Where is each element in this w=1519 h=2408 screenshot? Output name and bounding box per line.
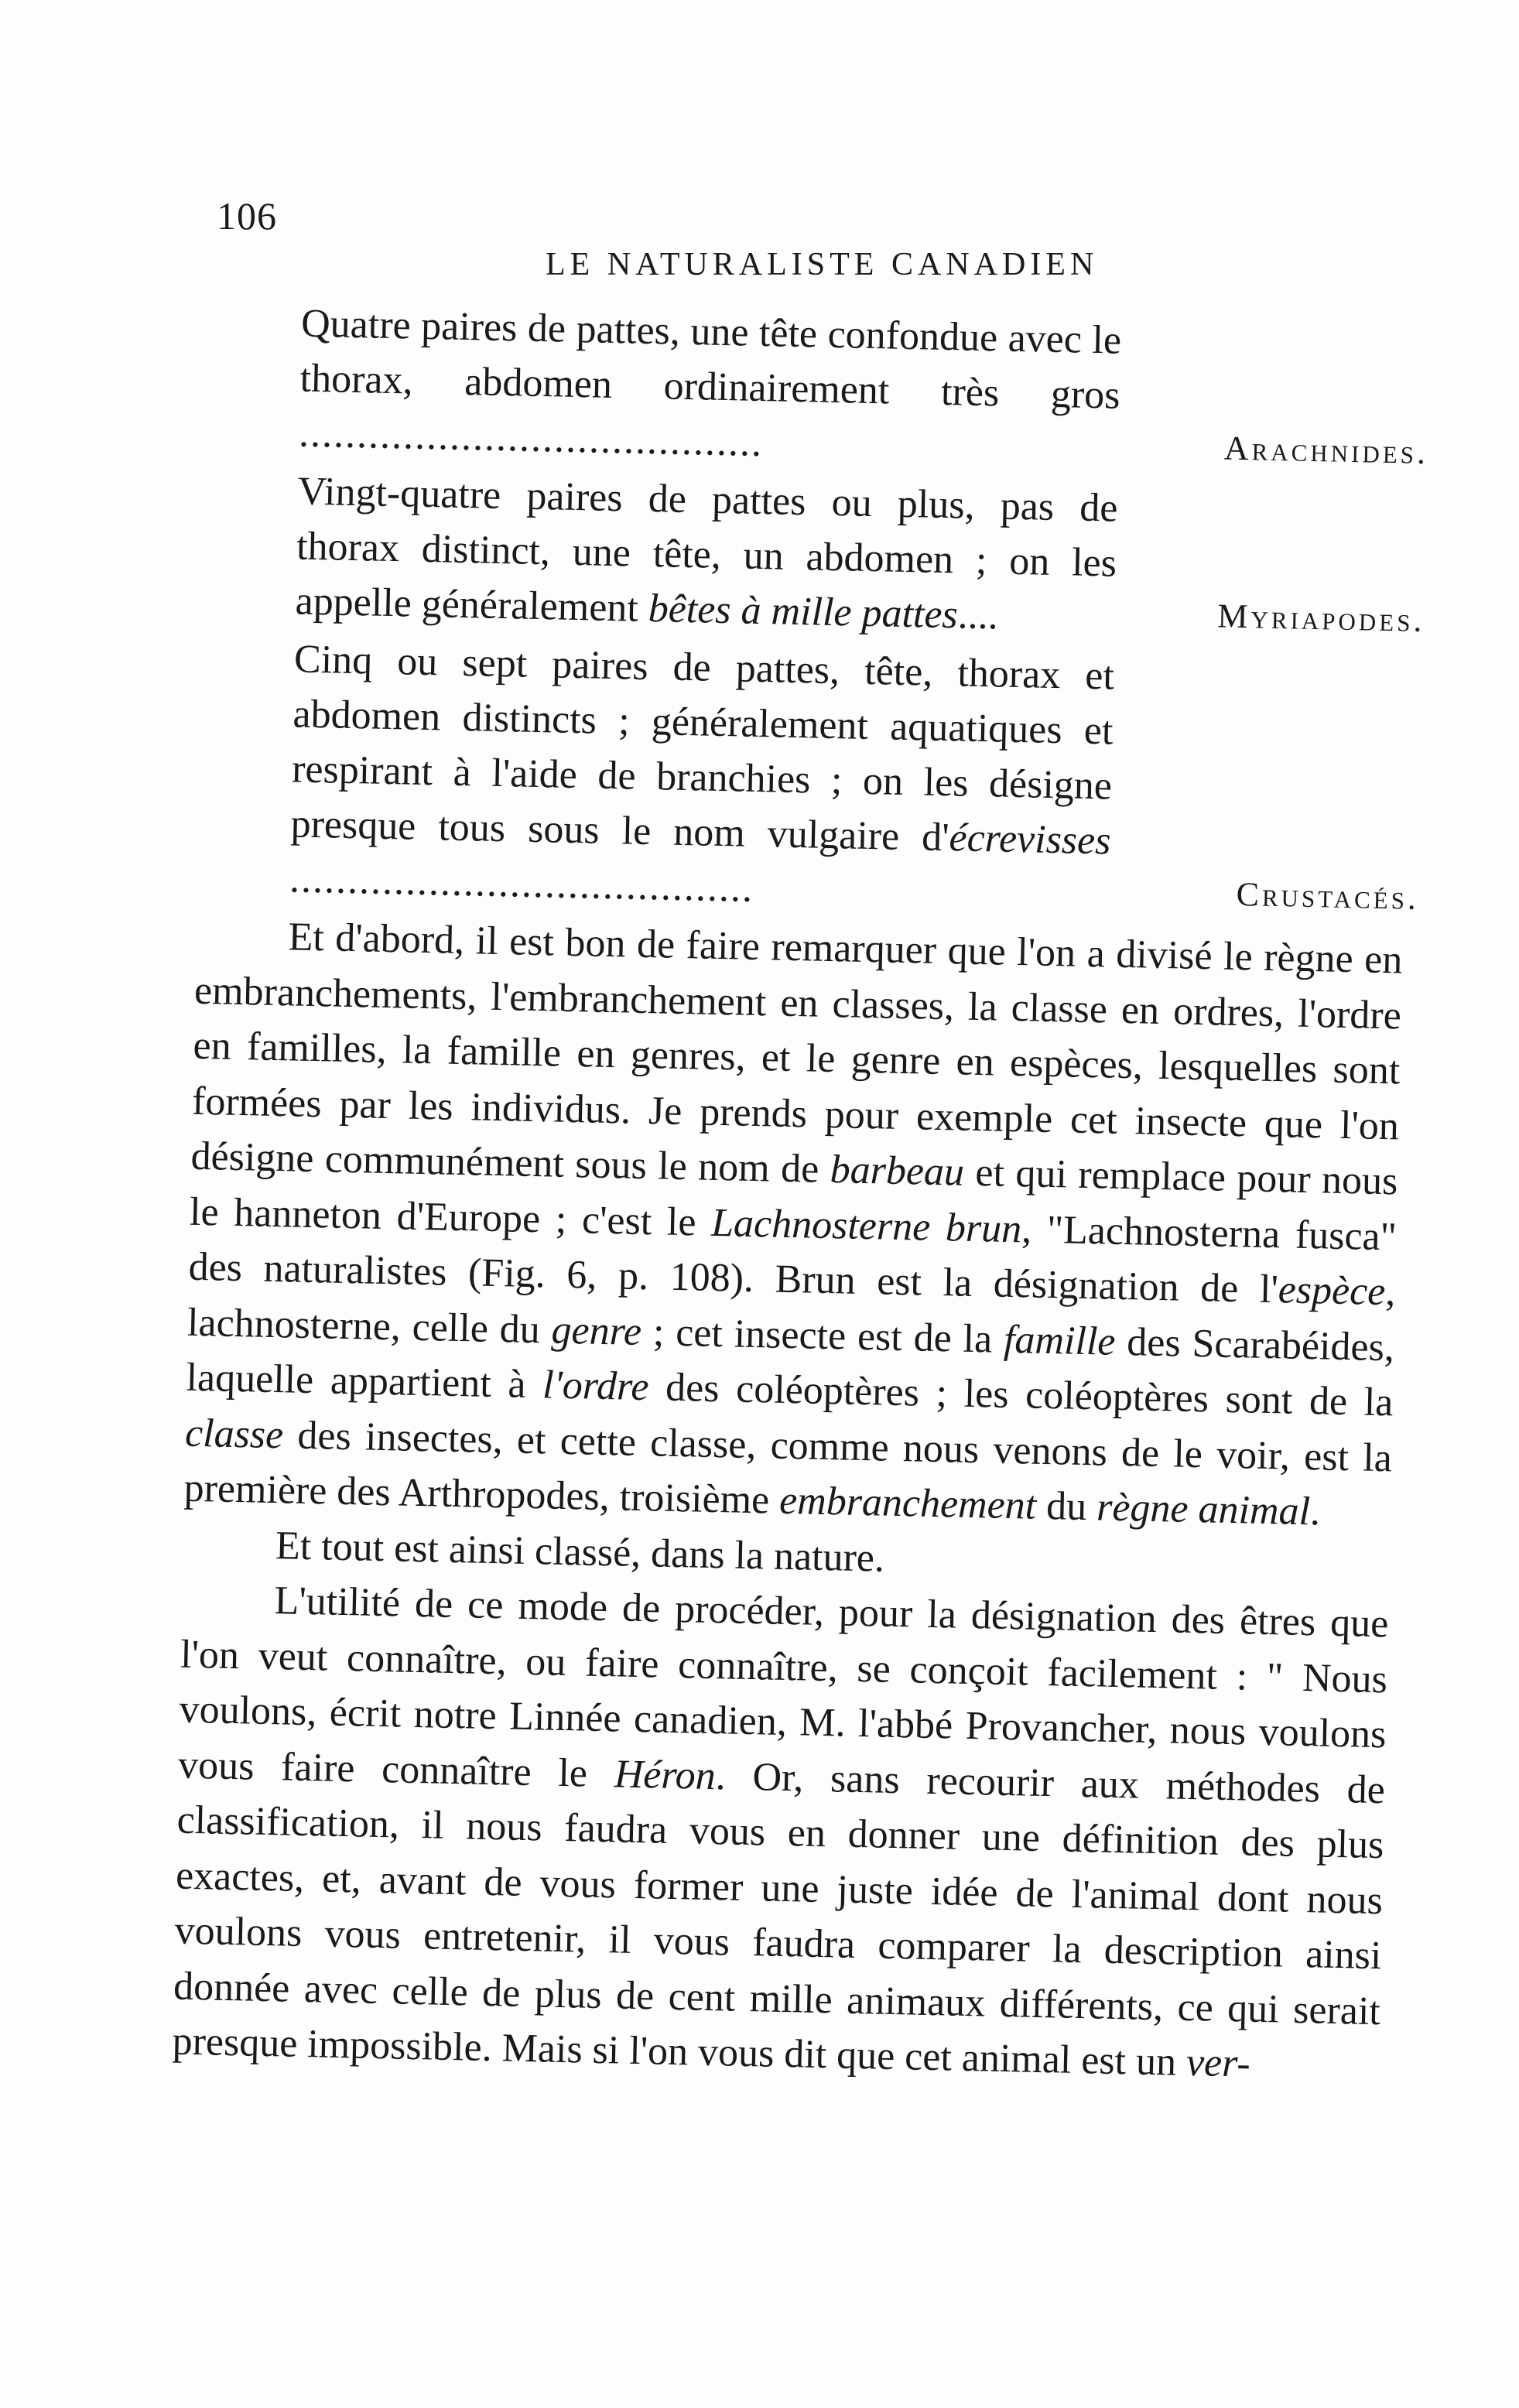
- page-number: 106: [217, 194, 277, 238]
- class-name: Crustacés.: [1236, 874, 1420, 917]
- class-description: Vingt-quatre paires de pattes ou plus, pas de thorax distinct, une tête, un abdomen ; on les appelle généralement bêtes à mille pattes....: [295, 469, 1119, 638]
- body-text: [172, 294, 1429, 2095]
- paragraph-summary: Et tout est ainsi classé, dans la nature.: [275, 1523, 885, 1581]
- class-entry-arachnides: [206, 294, 1429, 478]
- class-name: Arachnides.: [1223, 429, 1429, 472]
- class-description: Cinq ou sept paires de pattes, tête, thorax et abdomen distincts ; généralement aquatiques et respirant à l'aide de branchies ; on les désigne presque tous sous le nom vulgaire d'écrevisses .....: [196, 630, 1114, 924]
- paragraph-classification: Et d'abord, il est bon de faire remarquer que l'on a divisé le règne en embranchements, l'embranchement en classes, la classe en ordres, l'ordre en familles, la famille en genres, et le genre en espèces, lesquelles sont formées par les individus. Je prends pour exemple cet insecte que l'on désigne communément sous le nom de barbeau et qui remplace pour nous le hanneton d'Europe ; c'est le Lachnosterne brun, "Lachnosterna fusca" des naturalistes (Fig. 6, p. 108). Brun est la désignation de l'espèce, lachnosterne, celle du genre ; cet insecte est de la famille des Scarabéides, laquelle appartient à l'ordre des coléoptères ; les coléoptères sont de la classe des insectes, et cette classe, comme nous venons de le voir, est la première des Arthropodes, troisième embranchement du règne animal.: [183, 915, 1403, 1534]
- class-entry-myriapodes: [202, 462, 1426, 646]
- class-description: Quatre paires de pattes, une tête confondue avec le thorax, abdomen ordinairement très gros .....: [206, 294, 1122, 478]
- class-entry-crustaces: [196, 630, 1420, 924]
- class-name: Myriapodes.: [1216, 597, 1426, 639]
- paragraph-utility: L'utilité de ce mode de procéder, pour la désignation des êtres que l'on veut connaître, ou faire connaître, se conçoit facilement : " Nous voulons, écrit notre Linnée canadien, M. l'abbé Provancher, nous voulons vous faire connaître le Héron. Or, sans recourir aux méthodes de classification, il nous faudra vous en donner une définition des plus exactes, et, avant de vous former une juste idée de l'animal dont nous voulons vous entretenir, il vous faudra comparer la description ainsi donnée avec celle de plus de cent mille animaux différents, ce qui serait presque impossible. Mais si l'on vous dit que cet animal est un ver-: [172, 1579, 1389, 2086]
- class-common-name: écrevisses: [949, 816, 1112, 864]
- running-title: LE NATURALISTE CANADIEN: [546, 247, 1099, 282]
- class-common-name: bêtes à mille pattes: [648, 586, 959, 638]
